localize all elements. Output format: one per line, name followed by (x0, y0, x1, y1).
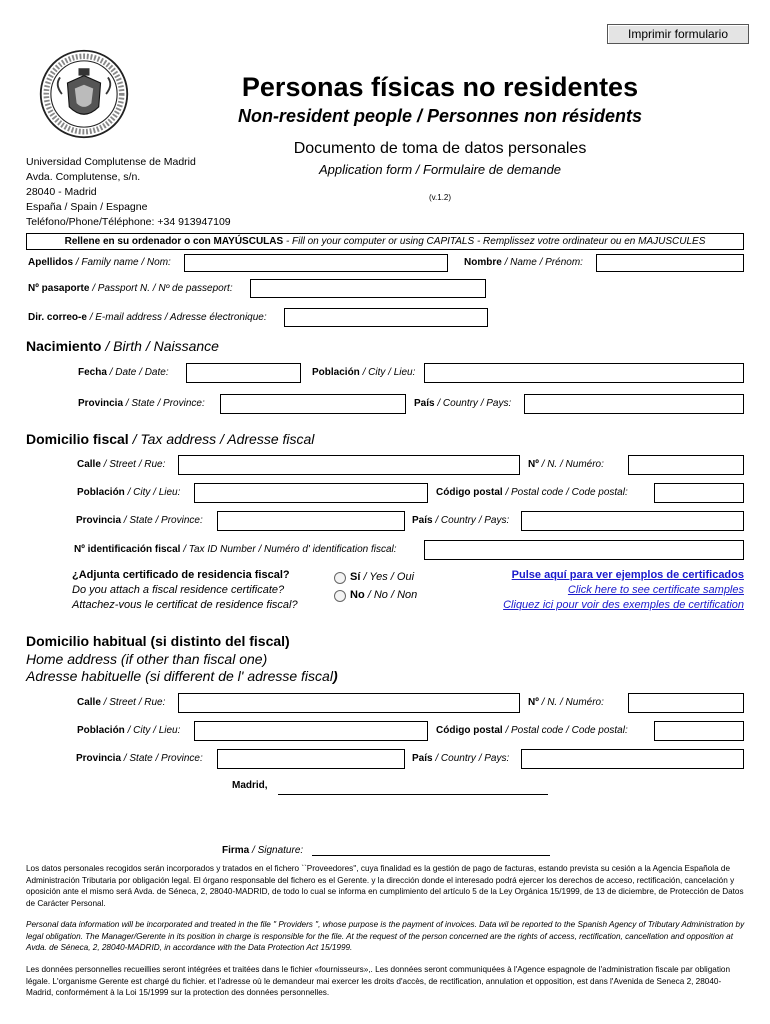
home-street-label: Calle / Street / Rue: (77, 697, 166, 708)
birth-country-label: País / Country / Pays: (414, 398, 512, 409)
passport-label: Nº pasaporte / Passport N. / Nº de passeport: (28, 283, 233, 294)
banner-italic: - Fill on your computer or using CAPITALS - Remplissez votre ordinateur ou en MAJUSCULES (283, 236, 706, 247)
address-line: Avda. Complutense, s/n. (26, 171, 141, 183)
date-place-line[interactable] (278, 784, 548, 795)
surname-label: Apellidos / Family name / Nom: (28, 257, 171, 268)
tax-postal-label: Código postal / Postal code / Code postal: (436, 487, 628, 498)
print-form-button[interactable]: Imprimir formulario (607, 24, 749, 44)
certificate-samples-link-es[interactable]: Pulse aquí para ver ejemplos de certificados (511, 569, 744, 581)
birth-country-field[interactable] (524, 394, 744, 414)
birth-city-field[interactable] (424, 363, 744, 383)
page-title: Personas físicas no residentes (241, 72, 639, 102)
home-city-label: Población / City / Lieu: (77, 725, 181, 736)
home-postal-label: Código postal / Postal code / Code postal: (436, 725, 628, 736)
tax-province-field[interactable] (217, 511, 405, 531)
name-field[interactable] (596, 254, 744, 272)
tax-number-label: Nº / N. / Numéro: (528, 459, 604, 470)
email-field[interactable] (284, 308, 488, 327)
certificate-yes-label: Sí / Yes / Oui (350, 571, 415, 583)
home-section-heading-fr: Adresse habituelle (si different de l' adresse fiscal) (26, 668, 338, 684)
tax-number-field[interactable] (628, 455, 744, 475)
name-label: Nombre / Name / Prénom: (464, 257, 583, 268)
certificate-samples-link-fr[interactable]: Cliquez ici pour voir des exemples de certification (503, 599, 744, 611)
tax-province-label: Provincia / State / Province: (76, 515, 203, 526)
address-line: Teléfono/Phone/Téléphone: +34 913947109 (26, 216, 231, 228)
banner-bold: Rellene en su ordenador o con MAYÚSCULAS (64, 236, 284, 247)
home-country-label: País / Country / Pays: (412, 753, 510, 764)
application-form-label: Application form / Formulaire de demande (318, 162, 562, 177)
home-city-field[interactable] (194, 721, 428, 741)
address-line: Universidad Complutense de Madrid (26, 156, 196, 168)
tax-section-heading: Domicilio fiscal / Tax address / Adresse fiscal (26, 431, 315, 447)
home-postal-field[interactable] (654, 721, 744, 741)
tax-street-field[interactable] (178, 455, 520, 475)
signature-label: Firma / Signature: (222, 845, 304, 856)
university-seal-logo (38, 48, 130, 140)
home-section-heading: Domicilio habitual (si distinto del fiscal) (26, 633, 290, 649)
certificate-samples-link-en[interactable]: Click here to see certificate samples (567, 584, 744, 596)
home-country-field[interactable] (521, 749, 744, 769)
certificate-question-fr: Attachez-vous le certificat de residence fiscal? (72, 599, 298, 611)
tax-street-label: Calle / Street / Rue: (77, 459, 166, 470)
instructions-banner (26, 233, 744, 250)
legal-notice-en: Personal data information will be incorporated and treated in the file " Providers ", whose purpose is the payment of invoices. Data wil be reported to the Spanish Agency of Tributary Administration by legal obligation. The Manager/Gerente in its position in charge is responsible for the file. At the request of the person concerned are the rights of access, rectification, cancellation and opposition at Avda. de Séneca, 2, 28040-MADRID, in accordance with the Data Protection Act 15/1999. (26, 920, 745, 952)
document-title: Documento de toma de datos personales (293, 140, 587, 157)
taxid-field[interactable] (424, 540, 744, 560)
home-number-field[interactable] (628, 693, 744, 713)
tax-city-field[interactable] (194, 483, 428, 503)
tax-city-label: Población / City / Lieu: (77, 487, 181, 498)
home-province-label: Provincia / State / Province: (76, 753, 203, 764)
birth-province-label: Provincia / State / Province: (78, 398, 205, 409)
surname-field[interactable] (184, 254, 448, 272)
tax-country-label: País / Country / Pays: (412, 515, 510, 526)
certificate-question-es: ¿Adjunta certificado de residencia fiscal? (72, 569, 290, 581)
place-label: Madrid, (232, 780, 268, 791)
address-line: 28040 - Madrid (26, 186, 97, 198)
birth-section-heading: Nacimiento / Birth / Naissance (26, 338, 219, 354)
legal-notice-fr: Les données personnelles recueillies seront intégrées et traitées dans le fichier «fournisseurs»,. Les données seront communiquées à l'Agence espagnole de l'administration fiscale par obligation légale. L'organisme Gerente est chargé du fichier. et l'adresse où le demandeur mai exercer les droits d'accès, de rectification, annulation et opposition, est dans l'Avenida de Seneca 2, 28040-Madrid, conformément à la Loi 15/1999 sur la protection des données personnelles. (26, 965, 731, 997)
certificate-yes-radio[interactable] (334, 572, 346, 584)
signature-line[interactable] (312, 845, 550, 856)
home-section-heading-en: Home address (if other than fiscal one) (26, 651, 268, 667)
version-label: (v.1.2) (428, 193, 452, 202)
certificate-question-en: Do you attach a fiscal residence certificate? (72, 584, 285, 596)
birth-province-field[interactable] (220, 394, 406, 414)
home-province-field[interactable] (217, 749, 405, 769)
birth-city-label: Población / City / Lieu: (312, 367, 416, 378)
certificate-no-radio[interactable] (334, 590, 346, 602)
passport-field[interactable] (250, 279, 486, 298)
birth-date-field[interactable] (186, 363, 301, 383)
birth-date-label: Fecha / Date / Date: (78, 367, 169, 378)
tax-postal-field[interactable] (654, 483, 744, 503)
email-label: Dir. correo-e / E-mail address / Adresse électronique: (28, 312, 267, 323)
certificate-no-label: No / No / Non (350, 589, 418, 601)
home-street-field[interactable] (178, 693, 520, 713)
home-number-label: Nº / N. / Numéro: (528, 697, 604, 708)
tax-country-field[interactable] (521, 511, 744, 531)
address-line: España / Spain / Espagne (26, 201, 148, 213)
taxid-label: Nº identificación fiscal / Tax ID Number / Numéro d' identification fiscal: (74, 544, 397, 555)
legal-notice-es: Los datos personales recogidos serán incorporados y tratados en el fichero ``Proveedores'', cuya finalidad es la gestión de pago de facturas, estando prevista su cesión a la Agencia Española de Administración Tributaria por obligación legal. El órgano responsable del fichero es el Gerente. y la dirección donde el interesado podrá ejercer los derechos de acceso, rectificación, cancelación y oposición ante el mismo será Avda. de Séneca, 2, 28040-MADRID, de todo lo cual se informa en cumplimiento del artículo 5 de la Ley Orgánica 15/1999, de 13 de diciembre, de Protección de Datos de Carácter Personal. (26, 864, 744, 908)
page-subtitle: Non-resident people / Personnes non résidents (237, 106, 643, 126)
university-address (26, 155, 231, 230)
